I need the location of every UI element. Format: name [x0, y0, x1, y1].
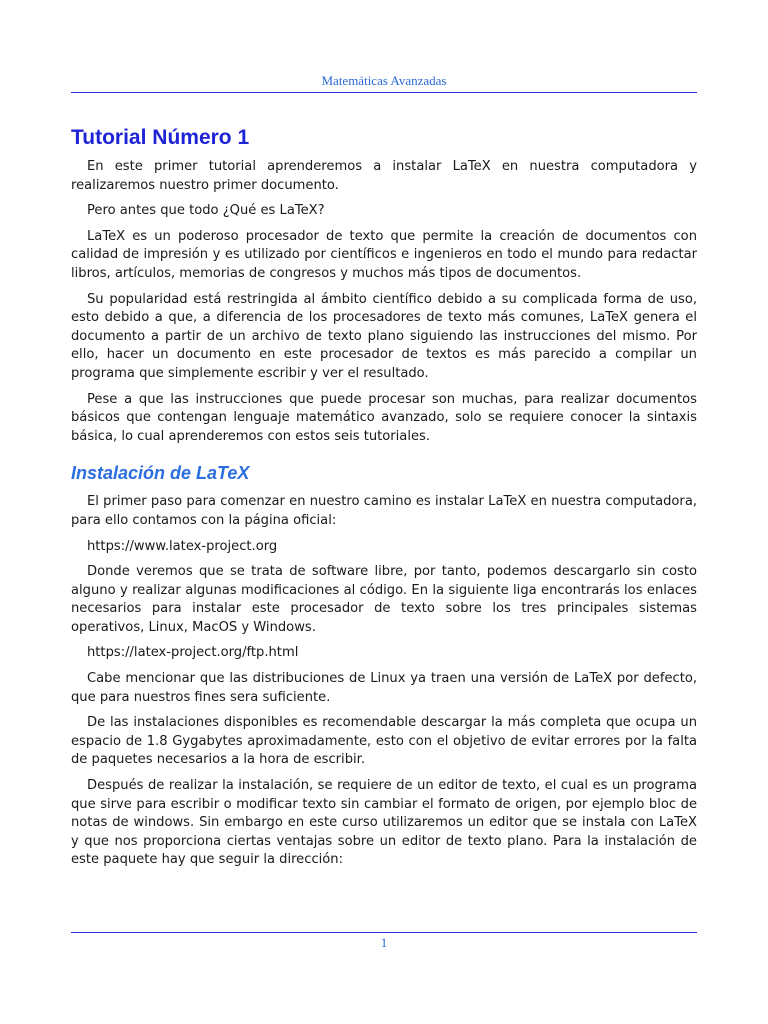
page-content [71, 124, 697, 877]
paragraph-install-1: El primer paso para comenzar en nuestro camino es instalar LaTeX en nuestra computadora, para ello contamos con la página oficial: [71, 494, 697, 528]
page-number: 1 [380, 935, 388, 950]
paragraph-intro-1: En este primer tutorial aprenderemos a instalar LaTeX en nuestra computadora y realizaremos nuestro primer documento. [71, 159, 697, 193]
paragraph-install-2: Donde veremos que se trata de software libre, por tanto, podemos descargarlo sin costo alguno y realizar algunas modificaciones al código. En la siguiente liga encontrarás los enlaces necesarios para instalar este procesador de texto sobre los tres principales sistemas operativos, Linux, MacOS y Windows. [71, 564, 697, 635]
paragraph-intro-4: Pese a que las instrucciones que puede procesar son muchas, para realizar documentos básicos que contengan lenguaje matemático avanzado, solo se requiere conocer la sintaxis básica, lo cual aprenderemos con estos seis tutoriales. [71, 391, 697, 444]
paragraph-intro-2: LaTeX es un poderoso procesador de texto que permite la creación de documentos con calidad de impresión y es utilizado por científicos e ingenieros en todo el mundo para redactar libros, artículos, memorias de congresos y muchos más tipos de documentos. [71, 228, 697, 281]
header-rule [71, 92, 697, 93]
url-ftp-page: https://latex-project.org/ftp.html [87, 645, 299, 661]
paragraph-install-5: Después de realizar la instalación, se requiere de un editor de texto, el cual es un programa que sirve para escribir o modificar texto sin cambiar el formato de origen, por ejemplo bloc de notas de windows. Sin embargo en este curso utilizaremos un editor que se instala con LaTeX y que nos proporciona ciertas ventajas sobre un editor de texto plano. Para la instalación de este paquete hay que seguir la dirección: [71, 778, 697, 868]
url-latex-project: https://www.latex-project.org [87, 538, 278, 554]
page-title: Tutorial Número 1 [71, 126, 250, 149]
paragraph-install-4: De las instalaciones disponibles es recomendable descargar la más completa que ocupa un espacio de 1.8 Gygabytes aproximadamente, esto con el objetivo de evitar errores por la falta de paquetes necesarios a la hora de escribir. [71, 715, 697, 768]
section-heading: Instalación de LaTeX [71, 463, 250, 484]
paragraph-intro-question: Pero antes que todo ¿Qué es LaTeX? [87, 203, 325, 219]
footer-rule [71, 932, 697, 933]
running-header: Matemáticas Avanzadas [321, 73, 447, 88]
paragraph-intro-3: Su popularidad está restringida al ámbito científico debido a su complicada forma de uso, esto debido a que, a diferencia de los procesadores de texto más comunes, LaTeX genera el documento a partir de un archivo de texto plano siguiendo las instrucciones del mismo. Por ello, hacer un documento en este procesador de textos es más parecido a compilar un programa que simplemente escribir y ver el resultado. [71, 291, 697, 381]
paragraph-install-3: Cabe mencionar que las distribuciones de Linux ya traen una versión de LaTeX por defecto, que para nuestros fines sera suficiente. [71, 671, 697, 705]
